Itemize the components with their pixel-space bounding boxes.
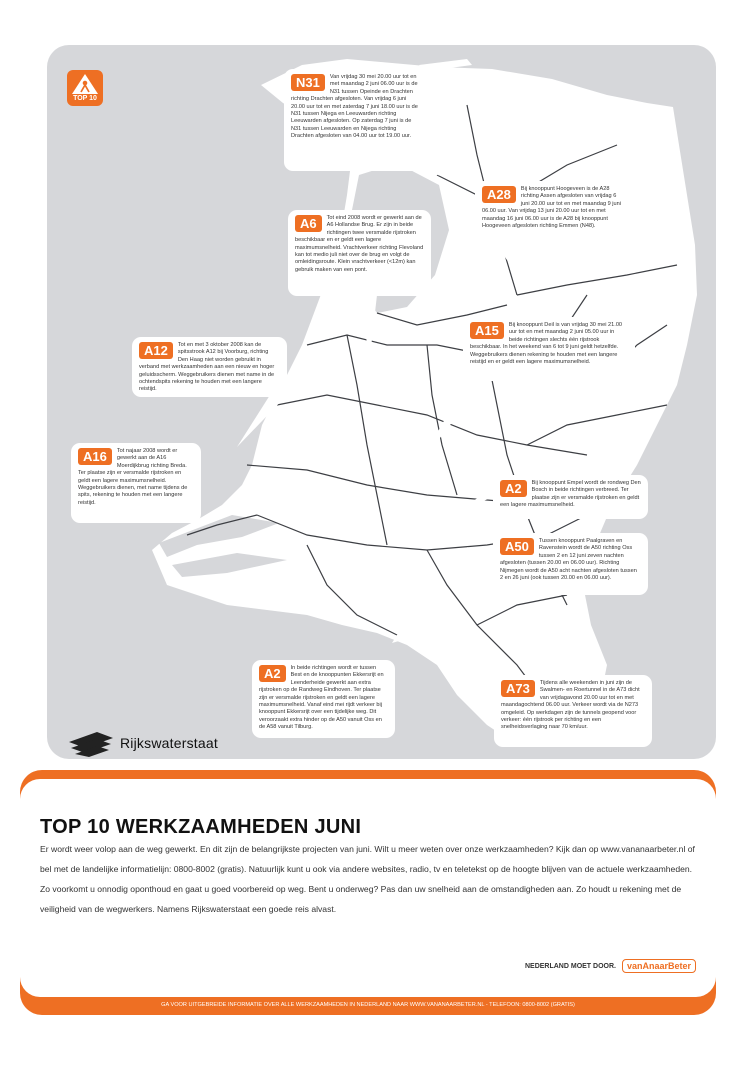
- callout-a15: [463, 317, 635, 381]
- callout-text: Tussen knooppunt Paalgraven en Ravenstein wordt de A50 richting Oss tussen 2 en 12 juni zeven nachten afgesloten (tussen 20.00 en 06.00 uur). Richting Nijmegen wordt de A50 acht nachten afgesloten tussen 2 en 26 juni (ook tussen 20.00 en 06.00 uur).: [500, 538, 637, 581]
- callout-a2-eindhoven: [252, 660, 395, 738]
- road-badge: A28: [482, 186, 516, 203]
- road-badge: N31: [291, 74, 325, 91]
- callout-n31: [284, 69, 426, 171]
- callout-a6: [288, 210, 431, 296]
- callout-text: In beide richtingen wordt er tussen Best en de knooppunten Ekkersrijt en Leenderheide gewerkt aan extra rijstroken op de Randweg Eindhoven. Ter plaatse zijn er versmalde rijstroken en geldt een lagere maximumsnelheid. Vanaf eind mei rijdt verkeer bij knooppunt Ekkersrijt over een tijdelijke weg. Dit veroorzaakt extra hinder op de A50 vanuit Oss en de A58 vanuit Tilburg.: [259, 665, 384, 730]
- callout-text: Tot najaar 2008 wordt er gewerkt aan de A16 Moerdijkbrug richting Breda. Ter plaatse zijn er versmalde rijstroken en geldt een lagere maximumsnelheid. Weggebruikers dienen, met name tijdens de spits, rekening te houden met een langere reistijd.: [78, 448, 188, 506]
- callout-a2-empel: [493, 475, 648, 519]
- brand-name: Rijkswaterstaat: [120, 735, 218, 751]
- road-badge: A73: [501, 680, 535, 697]
- road-badge: A15: [470, 322, 504, 339]
- rijkswaterstaat-logo-icon: [67, 730, 115, 758]
- intro-text: Er wordt weer volop aan de weg gewerkt. En dit zijn de belangrijkste projecten van juni. Wilt u meer weten over onze werkzaamheden? Kijk dan op www.vananaarbeter.nl of bel met de landelijke informatielijn: 0800-8002 (gratis). Natuurlijk kunt u ook via andere websites, radio, tv en teletekst op de hoogte blijven van de actuele werkzaamheden. Zo voorkomt u onnodig oponthoud en gaat u goed voorbereid op weg. Bent u onderweg? Pas dan uw snelheid aan de omstandigheden aan. Zo houdt u rekening met de veiligheid van de wegwerkers. Namens Rijkswaterstaat een goede reis alvast.: [40, 844, 695, 914]
- callout-text: Bij knooppunt Deil is van vrijdag 30 mei 21.00 uur tot en met maandag 2 juni 05.00 uur in beide richtingen slechts één rijstrook beschikbaar. In het weekend van 6 tot 9 juni geldt hetzelfde. Weggebruikers dienen rekening te houden met een langere reistijd en er geldt een lagere maximumsnelheid.: [470, 322, 623, 365]
- callout-a50: [493, 533, 648, 595]
- footer-text: GA VOOR UITGEBREIDE INFORMATIE OVER ALLE WERKZAAMHEDEN IN NEDERLAND NAAR WWW.VANANAARBETER.NL - TELEFOON: 0800-8002 (GRATIS): [161, 1002, 575, 1008]
- road-badge: A16: [78, 448, 112, 465]
- road-badge: A50: [500, 538, 534, 555]
- callout-text: Tot en met 3 oktober 2008 kan de spitsstrook A12 bij Voorburg, richting Den Haag niet worden gebruikt in verband met werkzaamheden aan een nieuw en hoger geluidsscherm. Weggebruikers dienen met name in de ochtendspits rekening te houden met een langere reistijd.: [139, 342, 275, 393]
- map-panel: [47, 45, 716, 759]
- slogan-text: NEDERLAND MOET DOOR.: [524, 962, 616, 970]
- callout-text: Bij knooppunt Empel wordt de rondweg Den Bosch in beide richtingen verbreed. Ter plaatse zijn er versmalde rijstroken en geldt een lagere maximumsnelheid.: [500, 480, 641, 509]
- road-badge: A12: [139, 342, 173, 359]
- callout-text: Tijdens alle weekenden in juni zijn de Swalmen- en Roertunnel in de A73 dicht van vrijdagavond 20.00 uur tot en met maandagochtend 06.00 uur. Verkeer wordt via de N273 omgeleid. Op werkdagen zijn de tunnels geopend voor verkeer: één rijstrook per richting en een snelheidsverlaging naar 70 km/uur.: [501, 680, 640, 731]
- top10-logo: [67, 70, 103, 106]
- headline: TOP 10 WERKZAAMHEDEN JUNI: [40, 816, 362, 838]
- road-badge: A2: [259, 665, 286, 682]
- callout-a16: [71, 443, 201, 523]
- callout-text: Tot eind 2008 wordt er gewerkt aan de A6 Hollandse Brug. Er zijn in beide richtingen twee versmalde rijstroken beschikbaar en er geldt een lagere maximumsnelheid. Vrachtverkeer richting Flevoland kan tot medio juli niet over de brug en volgt de omleidingsroute. Klein vrachtverkeer (<12m) kan gebruik maken van een pont.: [295, 215, 424, 273]
- slogan: [525, 959, 696, 973]
- road-badge: A6: [295, 215, 322, 232]
- callout-text: Van vrijdag 30 mei 20.00 uur tot en met maandag 2 juni 06.00 uur is de N31 tussen Opeinde en Drachten richting Drachten afgesloten. Van vrijdag 6 juni 20.00 uur tot en met zaterdag 7 juni 18.00 uur is de N31 tussen Nijega en Leeuwarden richting Leeuwarden afgesloten. Op zaterdag 7 juni is de N31 tussen Leeuwarden en Nijega richting Drachten afgesloten van 04.00 uur tot 19.00 uur.: [291, 74, 418, 139]
- top10-logo-text: TOP 10: [73, 95, 97, 102]
- callout-a73: [494, 675, 652, 747]
- info-panel-content: [20, 779, 716, 997]
- road-badge: A2: [500, 480, 527, 497]
- callout-text: Bij knooppunt Hoogeveen is de A28 richting Assen afgesloten van vrijdag 6 juni 20.00 uur tot en met maandag 9 juni 06.00 uur. Van vrijdag 13 juni 20.00 uur tot en met maandag 16 juni 06.00 uur is de A28 bij knooppunt Hoogeveen afgesloten richting Emmen (N48).: [482, 186, 621, 229]
- callout-a28: [475, 181, 633, 253]
- vananaarbeter-logo: vanAnaarBeter: [622, 959, 696, 973]
- info-panel: [20, 770, 716, 1015]
- callout-a12: [132, 337, 287, 397]
